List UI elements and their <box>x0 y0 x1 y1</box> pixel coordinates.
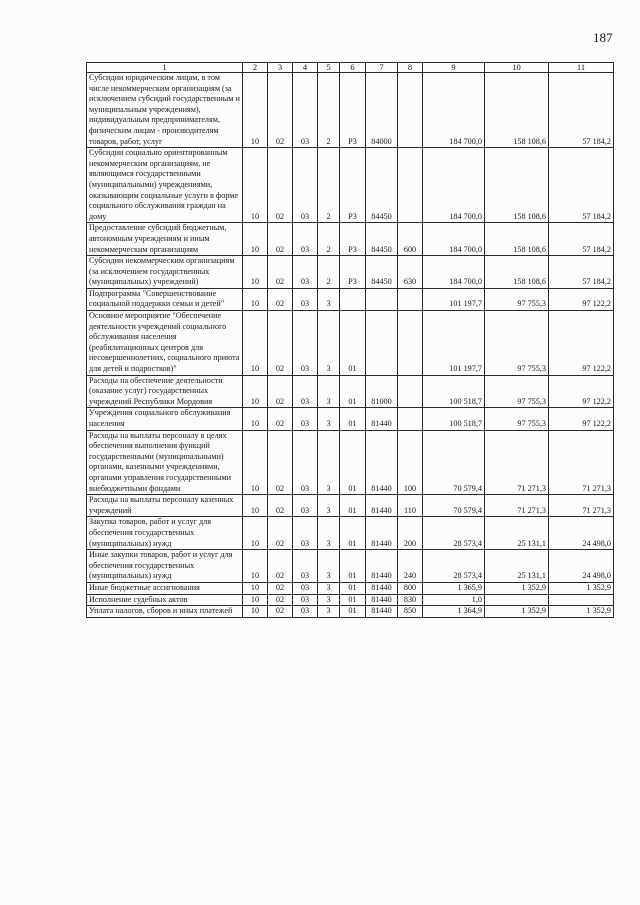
cell-subsection: 02 <box>268 223 293 256</box>
cell-amount-2: 158 108,6 <box>485 73 549 148</box>
cell-amount-3: 97 122,2 <box>549 311 614 376</box>
cell-amount-2: 25 131,1 <box>485 517 549 550</box>
cell-amount-1: 100 518,7 <box>423 408 485 430</box>
cell-subsection: 02 <box>268 594 293 606</box>
cell-section: 10 <box>243 311 268 376</box>
cell-direction <box>366 288 398 310</box>
col-header-1: 1 <box>87 63 243 73</box>
cell-amount-2: 97 755,3 <box>485 288 549 310</box>
row-name-cell: Основное мероприятие "Обеспечение деятельности учреждений социального обслуживания населения (реабилитационных центров для несовершеннолетних, социального приюта для детей и подростков)" <box>87 311 243 376</box>
cell-program: 03 <box>293 550 318 583</box>
cell-measure: P3 <box>340 73 366 148</box>
cell-amount-3: 97 122,2 <box>549 408 614 430</box>
cell-measure: 01 <box>340 517 366 550</box>
cell-amount-1: 1 364,9 <box>423 606 485 618</box>
cell-amount-1: 101 197,7 <box>423 311 485 376</box>
cell-program: 03 <box>293 606 318 618</box>
cell-direction: 81440 <box>366 582 398 594</box>
row-name-cell: Расходы на выплаты персоналу казенных учреждений <box>87 495 243 517</box>
row-name-cell: Подпрограмма "Совершенствование социальной поддержки семьи и детей" <box>87 288 243 310</box>
cell-measure: 01 <box>340 550 366 583</box>
cell-amount-2: 158 108,6 <box>485 223 549 256</box>
table-body <box>87 73 614 618</box>
table-row <box>87 311 614 376</box>
cell-amount-1: 28 573,4 <box>423 517 485 550</box>
cell-amount-1: 101 197,7 <box>423 288 485 310</box>
cell-amount-1: 1,0 <box>423 594 485 606</box>
cell-subsection: 02 <box>268 517 293 550</box>
table-row <box>87 375 614 408</box>
table-row <box>87 582 614 594</box>
cell-amount-3: 97 122,2 <box>549 375 614 408</box>
cell-expense-type: 110 <box>398 495 423 517</box>
cell-program: 03 <box>293 73 318 148</box>
cell-direction: 81440 <box>366 517 398 550</box>
cell-subsection: 02 <box>268 582 293 594</box>
cell-section: 10 <box>243 430 268 495</box>
table-row <box>87 408 614 430</box>
cell-subsection: 02 <box>268 288 293 310</box>
col-header-10: 10 <box>485 63 549 73</box>
table-row <box>87 594 614 606</box>
cell-section: 10 <box>243 606 268 618</box>
cell-direction: 84450 <box>366 223 398 256</box>
row-name-cell: Учреждения социального обслуживания населения <box>87 408 243 430</box>
cell-amount-1: 184 700,0 <box>423 73 485 148</box>
row-name-cell: Расходы на выплаты персоналу в целях обеспечения выполнения функций государственными (муниципальными) органами, казенными учреждениями, органами управления государственными внебюджетными фондами <box>87 430 243 495</box>
cell-expense-type: 240 <box>398 550 423 583</box>
cell-amount-2: 97 755,3 <box>485 375 549 408</box>
cell-direction: 81440 <box>366 606 398 618</box>
cell-program: 03 <box>293 517 318 550</box>
cell-program: 03 <box>293 408 318 430</box>
cell-measure: 01 <box>340 495 366 517</box>
cell-direction: 81000 <box>366 375 398 408</box>
col-header-6: 6 <box>340 63 366 73</box>
cell-amount-2: 71 271,3 <box>485 495 549 517</box>
cell-amount-3 <box>549 594 614 606</box>
cell-subprogram: 3 <box>318 311 340 376</box>
cell-section: 10 <box>243 256 268 289</box>
cell-direction: 84450 <box>366 148 398 223</box>
cell-section: 10 <box>243 550 268 583</box>
cell-amount-2 <box>485 594 549 606</box>
cell-subprogram: 2 <box>318 148 340 223</box>
col-header-5: 5 <box>318 63 340 73</box>
cell-subprogram: 3 <box>318 517 340 550</box>
page-number: 187 <box>593 30 613 45</box>
table-row <box>87 73 614 148</box>
cell-amount-2: 1 352,9 <box>485 582 549 594</box>
cell-program: 03 <box>293 148 318 223</box>
table-row <box>87 223 614 256</box>
cell-amount-3: 24 498,0 <box>549 550 614 583</box>
cell-subprogram: 2 <box>318 223 340 256</box>
cell-subsection: 02 <box>268 408 293 430</box>
cell-program: 03 <box>293 495 318 517</box>
table-header-row <box>87 63 614 73</box>
cell-subprogram: 3 <box>318 495 340 517</box>
cell-expense-type: 200 <box>398 517 423 550</box>
col-header-11: 11 <box>549 63 614 73</box>
cell-amount-2: 25 131,1 <box>485 550 549 583</box>
cell-expense-type: 800 <box>398 582 423 594</box>
cell-subprogram: 3 <box>318 430 340 495</box>
col-header-7: 7 <box>366 63 398 73</box>
cell-program: 03 <box>293 430 318 495</box>
row-name-cell: Закупка товаров, работ и услуг для обеспечения государственных (муниципальных) нужд <box>87 517 243 550</box>
cell-subsection: 02 <box>268 550 293 583</box>
cell-direction: 81440 <box>366 408 398 430</box>
cell-program: 03 <box>293 288 318 310</box>
row-name-cell: Иные бюджетные ассигнования <box>87 582 243 594</box>
cell-subsection: 02 <box>268 495 293 517</box>
cell-section: 10 <box>243 594 268 606</box>
cell-section: 10 <box>243 288 268 310</box>
cell-expense-type <box>398 148 423 223</box>
cell-direction: 81440 <box>366 495 398 517</box>
cell-expense-type <box>398 408 423 430</box>
col-header-2: 2 <box>243 63 268 73</box>
cell-direction: 84000 <box>366 73 398 148</box>
cell-amount-3: 71 271,3 <box>549 495 614 517</box>
cell-measure: 01 <box>340 430 366 495</box>
col-header-9: 9 <box>423 63 485 73</box>
cell-expense-type <box>398 288 423 310</box>
cell-subprogram: 3 <box>318 606 340 618</box>
cell-amount-3: 57 184,2 <box>549 256 614 289</box>
cell-direction: 81440 <box>366 594 398 606</box>
cell-measure: 01 <box>340 375 366 408</box>
cell-subsection: 02 <box>268 430 293 495</box>
row-name-cell: Субсидии юридическим лицам, в том числе некоммерческим организациям (за исключением субсидий государственным и муниципальным учреждениям), индивидуальным предпринимателям, физическим лицам - производителям товаров, работ, услуг <box>87 73 243 148</box>
cell-expense-type: 850 <box>398 606 423 618</box>
table-row <box>87 430 614 495</box>
table-row <box>87 148 614 223</box>
cell-amount-3: 97 122,2 <box>549 288 614 310</box>
cell-subsection: 02 <box>268 606 293 618</box>
cell-expense-type: 630 <box>398 256 423 289</box>
cell-expense-type: 600 <box>398 223 423 256</box>
cell-amount-1: 1 365,9 <box>423 582 485 594</box>
cell-direction: 81440 <box>366 430 398 495</box>
cell-subprogram: 3 <box>318 288 340 310</box>
row-name-cell: Расходы на обеспечение деятельности (оказание услуг) государственных учреждений Республики Мордовия <box>87 375 243 408</box>
cell-amount-3: 57 184,2 <box>549 148 614 223</box>
cell-subprogram: 3 <box>318 594 340 606</box>
cell-program: 03 <box>293 582 318 594</box>
cell-section: 10 <box>243 223 268 256</box>
cell-direction: 84450 <box>366 256 398 289</box>
table-row <box>87 495 614 517</box>
cell-program: 03 <box>293 594 318 606</box>
table-row <box>87 517 614 550</box>
cell-amount-3: 1 352,9 <box>549 582 614 594</box>
row-name-cell: Уплата налогов, сборов и иных платежей <box>87 606 243 618</box>
table-row <box>87 288 614 310</box>
cell-subsection: 02 <box>268 73 293 148</box>
cell-subsection: 02 <box>268 375 293 408</box>
cell-measure: 01 <box>340 311 366 376</box>
cell-subsection: 02 <box>268 148 293 223</box>
cell-amount-3: 71 271,3 <box>549 430 614 495</box>
cell-measure: 01 <box>340 408 366 430</box>
cell-expense-type <box>398 375 423 408</box>
cell-amount-2: 97 755,3 <box>485 311 549 376</box>
cell-amount-2: 1 352,9 <box>485 606 549 618</box>
cell-measure: P3 <box>340 256 366 289</box>
budget-table <box>86 62 614 618</box>
cell-subprogram: 3 <box>318 550 340 583</box>
cell-expense-type <box>398 311 423 376</box>
cell-amount-2: 158 108,6 <box>485 256 549 289</box>
table-row <box>87 550 614 583</box>
cell-amount-3: 1 352,9 <box>549 606 614 618</box>
cell-amount-3: 24 498,0 <box>549 517 614 550</box>
cell-measure: 01 <box>340 594 366 606</box>
cell-section: 10 <box>243 517 268 550</box>
cell-direction: 81440 <box>366 550 398 583</box>
table-row <box>87 606 614 618</box>
cell-expense-type: 100 <box>398 430 423 495</box>
cell-section: 10 <box>243 408 268 430</box>
cell-section: 10 <box>243 148 268 223</box>
cell-amount-1: 28 573,4 <box>423 550 485 583</box>
cell-amount-2: 158 108,6 <box>485 148 549 223</box>
cell-subsection: 02 <box>268 256 293 289</box>
col-header-8: 8 <box>398 63 423 73</box>
cell-amount-1: 184 700,0 <box>423 256 485 289</box>
cell-expense-type <box>398 73 423 148</box>
row-name-cell: Исполнение судебных актов <box>87 594 243 606</box>
cell-measure: 01 <box>340 582 366 594</box>
cell-section: 10 <box>243 73 268 148</box>
cell-amount-1: 184 700,0 <box>423 148 485 223</box>
cell-amount-1: 184 700,0 <box>423 223 485 256</box>
cell-subprogram: 2 <box>318 256 340 289</box>
cell-measure <box>340 288 366 310</box>
col-header-4: 4 <box>293 63 318 73</box>
cell-subsection: 02 <box>268 311 293 376</box>
cell-amount-2: 97 755,3 <box>485 408 549 430</box>
row-name-cell: Иные закупки товаров, работ и услуг для обеспечения государственных (муниципальных) нужд <box>87 550 243 583</box>
cell-expense-type: 830 <box>398 594 423 606</box>
table-row <box>87 256 614 289</box>
col-header-3: 3 <box>268 63 293 73</box>
cell-program: 03 <box>293 311 318 376</box>
cell-subprogram: 2 <box>318 73 340 148</box>
cell-amount-2: 71 271,3 <box>485 430 549 495</box>
cell-program: 03 <box>293 256 318 289</box>
cell-amount-3: 57 184,2 <box>549 73 614 148</box>
cell-program: 03 <box>293 223 318 256</box>
cell-subprogram: 3 <box>318 408 340 430</box>
cell-measure: 01 <box>340 606 366 618</box>
cell-section: 10 <box>243 582 268 594</box>
row-name-cell: Субсидии социально ориентированным некоммерческим организациям, не являющимся государственными (муниципальными) учреждениями, оказывающим социальные услуги в форме социального обслуживания граждан на дому <box>87 148 243 223</box>
cell-measure: P3 <box>340 148 366 223</box>
cell-amount-1: 70 579,4 <box>423 495 485 517</box>
cell-subprogram: 3 <box>318 375 340 408</box>
cell-section: 10 <box>243 495 268 517</box>
cell-amount-1: 100 518,7 <box>423 375 485 408</box>
cell-program: 03 <box>293 375 318 408</box>
cell-direction <box>366 311 398 376</box>
cell-amount-3: 57 184,2 <box>549 223 614 256</box>
cell-section: 10 <box>243 375 268 408</box>
cell-amount-1: 70 579,4 <box>423 430 485 495</box>
cell-subprogram: 3 <box>318 582 340 594</box>
row-name-cell: Субсидии некоммерческим организациям (за исключением государственных (муниципальных) учреждений) <box>87 256 243 289</box>
row-name-cell: Предоставление субсидий бюджетным, автономным учреждениям и иным некоммерческим организациям <box>87 223 243 256</box>
cell-measure: P3 <box>340 223 366 256</box>
